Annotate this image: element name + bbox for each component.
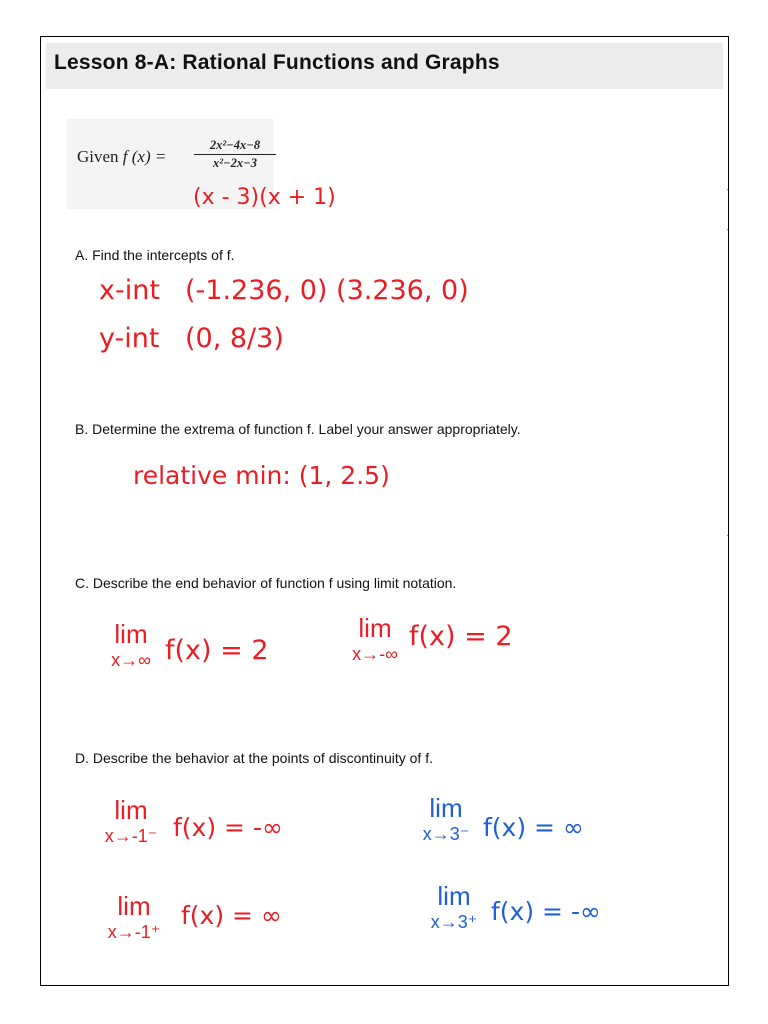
- question-b: B. Determine the extrema of function f. Label your answer appropriately.: [75, 421, 521, 437]
- limit-d4-expr: f(x) = -∞: [491, 897, 601, 926]
- function-name: f (x) =: [122, 147, 167, 166]
- lim-word: lim: [358, 613, 392, 643]
- question-a: A. Find the intercepts of f.: [75, 247, 235, 263]
- limit-c1: [101, 621, 161, 669]
- margin-tick: [727, 535, 728, 536]
- margin-tick: [727, 229, 728, 230]
- margin-tick: [727, 189, 728, 190]
- given-prefix: Given: [77, 147, 123, 166]
- limit-d3-expr: f(x) = ∞: [483, 813, 584, 842]
- limit-d2: [95, 893, 173, 941]
- answer-b: relative min: (1, 2.5): [133, 461, 390, 490]
- fraction-numerator: 2x²−4x−8: [194, 138, 276, 155]
- limit-c2-expr: f(x) = 2: [409, 621, 513, 652]
- answer-a-xint-label: x-int: [99, 275, 160, 306]
- factored-denominator: (x - 3)(x + 1): [193, 185, 336, 210]
- lim-subscript: x→-1⁻: [104, 826, 158, 846]
- lim-word: lim: [114, 619, 148, 649]
- question-d: D. Describe the behavior at the points of discontinuity of f.: [75, 750, 433, 766]
- limit-c1-expr: f(x) = 2: [165, 635, 269, 666]
- limit-c2: [343, 615, 407, 663]
- limit-d4: [419, 883, 489, 931]
- worksheet-page: [40, 36, 729, 986]
- rational-fraction: [194, 138, 276, 171]
- limit-d2-expr: f(x) = ∞: [181, 901, 282, 930]
- lim-subscript: x→-∞: [352, 644, 398, 664]
- lim-word: lim: [437, 881, 471, 911]
- lim-word: lim: [114, 795, 148, 825]
- answer-a-xint-values: (-1.236, 0) (3.236, 0): [185, 275, 469, 306]
- lim-word: lim: [429, 793, 463, 823]
- lim-subscript: x→3⁻: [422, 824, 470, 844]
- question-c: C. Describe the end behavior of function f using limit notation.: [75, 575, 457, 591]
- limit-d1: [95, 797, 167, 845]
- answer-a-yint-values: (0, 8/3): [185, 323, 284, 354]
- limit-d1-expr: f(x) = -∞: [173, 813, 283, 842]
- given-label: [77, 147, 166, 167]
- lesson-title: Lesson 8-A: Rational Functions and Graphs: [54, 51, 500, 74]
- lim-word: lim: [117, 891, 151, 921]
- lesson-header: [46, 43, 723, 89]
- lim-subscript: x→∞: [111, 650, 151, 670]
- limit-d3: [413, 795, 479, 843]
- lim-subscript: x→3⁺: [430, 912, 478, 932]
- fraction-denominator: x²−2x−3: [213, 156, 257, 170]
- answer-a-yint-label: y-int: [99, 323, 160, 354]
- lim-subscript: x→-1⁺: [107, 922, 161, 942]
